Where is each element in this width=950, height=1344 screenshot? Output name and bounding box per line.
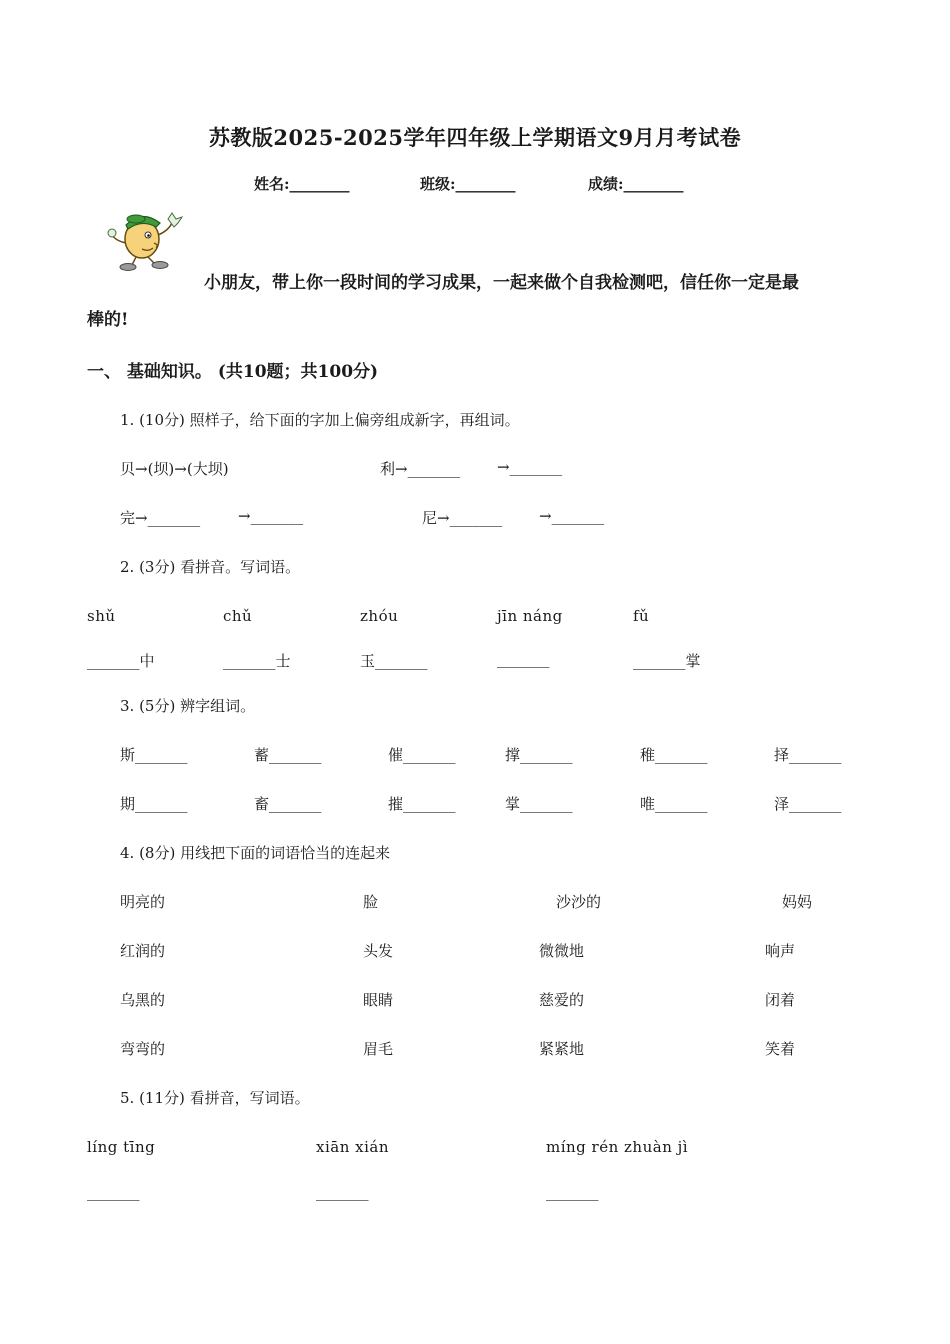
q4-word: 紧紧地: [539, 1040, 585, 1058]
question-2-label: 2. (3分) 看拼音。写词语。: [120, 558, 301, 576]
q2-pinyin: chǔ: [223, 607, 253, 625]
intro-line-2: 棒的!: [87, 310, 129, 330]
q3-blank: 泽_______: [774, 795, 842, 813]
q5-pinyin: míng rén zhuàn jì: [546, 1138, 689, 1156]
q3-blank: 摧_______: [388, 795, 456, 813]
q2-answer-blank: 玉_______: [360, 652, 428, 670]
q3-blank: 期_______: [120, 795, 188, 813]
q4-word: 眉毛: [363, 1040, 394, 1058]
q4-word: 弯弯的: [120, 1040, 166, 1058]
q4-word: 响声: [765, 942, 796, 960]
q4-word: 红润的: [120, 942, 166, 960]
score-field: 成绩:________: [588, 175, 684, 193]
q4-word: 脸: [363, 893, 379, 911]
q4-word: 眼睛: [363, 991, 394, 1009]
q2-pinyin: jīn náng: [497, 607, 563, 625]
q4-word: 微微地: [539, 942, 585, 960]
name-field: 姓名:________: [254, 175, 350, 193]
q2-answer-blank: _______士: [223, 652, 291, 670]
question-1-label: 1. (10分) 照样子，给下面的字加上偏旁组成新字，再组词。: [120, 411, 520, 429]
q2-answer-blank: _______掌: [633, 652, 701, 670]
q4-word: 乌黑的: [120, 991, 166, 1009]
section-heading: 一、 基础知识。 (共10题；共100分): [87, 362, 379, 382]
q3-blank: 择_______: [774, 746, 842, 764]
q3-blank: 稚_______: [640, 746, 708, 764]
q2-pinyin: fǔ: [633, 607, 650, 625]
q4-word: 闭着: [765, 991, 796, 1009]
q5-answer-blank: _______: [316, 1183, 369, 1201]
q3-blank: 掌_______: [505, 795, 573, 813]
q1-blank: →_______: [539, 507, 605, 525]
q3-blank: 斯_______: [120, 746, 188, 764]
question-3-label: 3. (5分) 辨字组词。: [120, 697, 256, 715]
q2-pinyin: zhóu: [360, 607, 399, 625]
q5-answer-blank: _______: [87, 1183, 140, 1201]
q4-word: 头发: [363, 942, 394, 960]
q4-word: 沙沙的: [556, 893, 602, 911]
page-title: 苏教版2025-2025学年四年级上学期语文9月月考试卷: [208, 125, 742, 150]
q3-blank: 催_______: [388, 746, 456, 764]
q1-blank: →_______: [238, 507, 304, 525]
q4-word: 笑着: [765, 1040, 796, 1058]
q4-word: 妈妈: [782, 893, 813, 911]
q3-blank: 蓄_______: [254, 746, 322, 764]
question-5-label: 5. (11分) 看拼音，写词语。: [120, 1089, 310, 1107]
q3-blank: 畜_______: [254, 795, 322, 813]
q4-word: 慈爱的: [539, 991, 585, 1009]
q3-blank: 撑_______: [505, 746, 573, 764]
q2-answer-blank: _______: [497, 650, 550, 668]
q1-blank: 尼→_______: [422, 509, 503, 527]
q5-pinyin: líng tīng: [87, 1138, 156, 1156]
q5-pinyin: xiān xián: [316, 1138, 389, 1156]
q1-blank: →_______: [497, 458, 563, 476]
q2-answer-blank: _______中: [87, 652, 155, 670]
q1-example: 贝→(坝)→(大坝): [120, 460, 229, 478]
q1-blank: 完→_______: [120, 509, 201, 527]
q4-word: 明亮的: [120, 893, 166, 911]
q2-pinyin: shǔ: [87, 607, 116, 625]
q1-blank: 利→_______: [380, 460, 461, 478]
q3-blank: 唯_______: [640, 795, 708, 813]
intro-line-1: 小朋友，带上你一段时间的学习成果，一起来做个自我检测吧，信任你一定是最: [204, 273, 799, 293]
mascot-illustration: [106, 205, 188, 273]
q5-answer-blank: _______: [546, 1183, 599, 1201]
class-field: 班级:________: [420, 175, 516, 193]
question-4-label: 4. (8分) 用线把下面的词语恰当的连起来: [120, 844, 391, 862]
